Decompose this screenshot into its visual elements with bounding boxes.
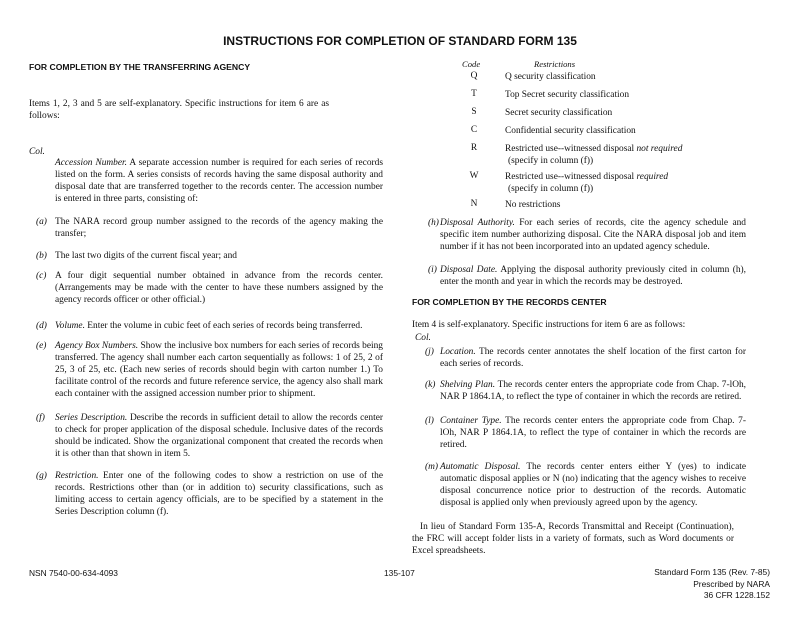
item-text: [440, 264, 746, 288]
center-heading: FOR COMPLETION BY THE RECORDS CENTER: [412, 297, 607, 307]
page-number: 135-107: [384, 568, 415, 578]
item-term: Location.: [440, 347, 476, 357]
agency-heading: FOR COMPLETION BY THE TRANSFERRING AGENCY: [29, 62, 251, 72]
item-body: The records center enters the appropriate code from Chap. 7-lOh, NAR P 1864.1A, to reflect the type of container in which the records are retired.: [440, 416, 746, 451]
desc: Restricted use--witnessed disposal: [505, 144, 637, 154]
cfr-reference: 36 CFR 1228.152: [703, 590, 770, 600]
desc: Confidential security classification: [505, 126, 636, 136]
col-label: Col.: [29, 147, 45, 157]
item-term: Automatic Disposal.: [440, 462, 521, 472]
page-title: INSTRUCTIONS FOR COMPLETION OF STANDARD FORM 135: [223, 34, 577, 48]
prescribed-by: Prescribed by NARA: [693, 578, 770, 589]
item-text: [55, 250, 383, 262]
code: N: [470, 199, 478, 209]
code-description: [505, 171, 668, 195]
item-body: A four digit sequential number obtained in advance from the records center. (Arrangements may be made with the center to have these numbers assigned by the agency records officer or other official.): [55, 271, 383, 306]
item-body: Applying the disposal authority previously cited in column (h), enter the month and year in which the records may be destroyed.: [440, 265, 746, 288]
item-body: Enter one of the following codes to show a restriction on use of the records. Restrictions other than (or in addition to) security classifications, such as limiting access to certain agency officials, are to be specified by a statement in the Series Description column (f).: [55, 471, 383, 518]
code-description: [505, 89, 629, 101]
item-body: The NARA record group number assigned to the records of the agency making the transfer;: [55, 217, 383, 240]
desc: Top Secret security classification: [505, 90, 630, 100]
form-footer: [654, 567, 770, 602]
item-text: [55, 320, 383, 332]
restrictions-header: Restrictions: [534, 59, 576, 69]
item-label: (b): [36, 251, 47, 261]
item-label: (c): [36, 271, 47, 281]
desc: Secret security classification: [505, 108, 613, 118]
item-term: Agency Box Numbers.: [55, 341, 139, 351]
form-number: Standard Form 135 (Rev. 7-85): [654, 567, 770, 577]
item-text: [440, 217, 746, 253]
item-body: Describe the records in sufficient detail to allow the records center to check for proper application of the disposal schedule. Inclusive dates of the records should be indicated. Show the organizational component that created the records when it is other than that shown in item 5.: [55, 413, 383, 460]
desc-emphasis: required: [636, 172, 669, 182]
desc-note: (specify in column (f)): [508, 184, 594, 194]
code: W: [469, 171, 479, 181]
code: C: [470, 125, 478, 135]
agency-intro: Items 1, 2, 3 and 5 are self-explanatory. Specific instructions for item 6 are as follows:: [29, 99, 329, 122]
code-header: Code: [462, 59, 481, 69]
text: A separate accession number is required for each series of records listed on the form. A series consists of records having the same disposal authority and disposal date that are transferred together to the records center. The accession number is entered in three parts, consisting of:: [55, 158, 383, 205]
nsn-number: NSN 7540-00-634-4093: [29, 568, 118, 578]
item-body: Show the inclusive box numbers for each series of records being transferred. The agency shall number each carton sequentially as follows: 1 of 25, 2 of 25, 3 of 25, etc. (Each new series of records should begin with carton number 1.) To facilitate control of the records and future reference service, the agency also shall mark each container with the assigned accession number prior to shipment.: [55, 341, 383, 400]
item-term: Shelving Plan.: [440, 380, 496, 390]
desc: Q security classification: [505, 72, 596, 82]
item-body: The records center enters either Y (yes) to indicate automatic disposal applies or N (no) indicating that the agency wishes to receive disposal concurrence notice prior to destruction of the records. Automatic disposal is applied only when previously agreed upon by the agency.: [440, 462, 746, 509]
item-body: The records center annotates the shelf location of the first carton for each series of records.: [440, 347, 746, 370]
code: S: [471, 107, 477, 117]
item-text: [440, 415, 746, 451]
code-description: [505, 143, 682, 167]
item-term: Container Type.: [440, 416, 502, 426]
item-label: (j): [425, 347, 434, 357]
code: R: [470, 143, 478, 153]
accession-number-paragraph: [55, 157, 383, 205]
item-label: (l): [425, 416, 434, 426]
item-text: [440, 461, 746, 509]
code-description: [505, 199, 560, 211]
code-description: [505, 71, 596, 83]
item-body: The last two digits of the current fiscal year; and: [55, 251, 237, 261]
term: Accession Number.: [55, 158, 127, 168]
item-text: [440, 379, 746, 403]
center-intro: Item 4 is self-explanatory. Specific instructions for item 6 are as follows:: [412, 320, 686, 330]
item-term: Disposal Date.: [440, 265, 498, 275]
item-text: [55, 340, 383, 400]
desc-note: (specify in column (f)): [508, 156, 594, 166]
item-label: (g): [36, 471, 47, 481]
code-description: [505, 125, 636, 137]
item-text: [55, 412, 383, 460]
code: Q: [470, 71, 478, 81]
item-term: Series Description.: [55, 413, 128, 423]
center-col-label: Col.: [415, 333, 431, 343]
item-term: Restriction.: [55, 471, 99, 481]
item-label: (k): [425, 380, 436, 390]
closing-paragraph: In lieu of Standard Form 135-A, Records Transmittal and Receipt (Continuation), the FRC will accept folder lists in a variety of formats, such as Word documents or Excel spreadsheets.: [412, 522, 734, 557]
item-label: (f): [36, 413, 45, 423]
desc: Restricted use--witnessed disposal: [505, 172, 637, 182]
item-term: Volume.: [55, 321, 85, 331]
item-label: (h): [428, 218, 439, 228]
item-term: Disposal Authority.: [440, 218, 515, 228]
code: T: [471, 89, 477, 99]
item-label: (i): [428, 265, 437, 275]
item-label: (d): [36, 321, 47, 331]
item-text: [55, 470, 383, 518]
item-text: [55, 270, 383, 306]
item-label: (a): [36, 217, 47, 227]
item-label: (m): [425, 462, 439, 472]
item-body: For each series of records, cite the agency schedule and specific item number authorizing disposal. Cite the NARA disposal job and item number if it has not been incorporated into an updated agency schedule.: [440, 218, 746, 253]
item-text: [55, 216, 383, 240]
desc: No restrictions: [505, 200, 561, 210]
item-body: The records center enters the appropriate code from Chap. 7-lOh, NAR P 1864.1A, to reflect the type of container in which the records are retired.: [440, 380, 746, 403]
item-body: Enter the volume in cubic feet of each series of records being transferred.: [84, 321, 363, 331]
code-description: [505, 107, 612, 119]
desc-emphasis: not required: [636, 144, 683, 154]
item-label: (e): [36, 341, 47, 351]
item-text: [440, 346, 746, 370]
